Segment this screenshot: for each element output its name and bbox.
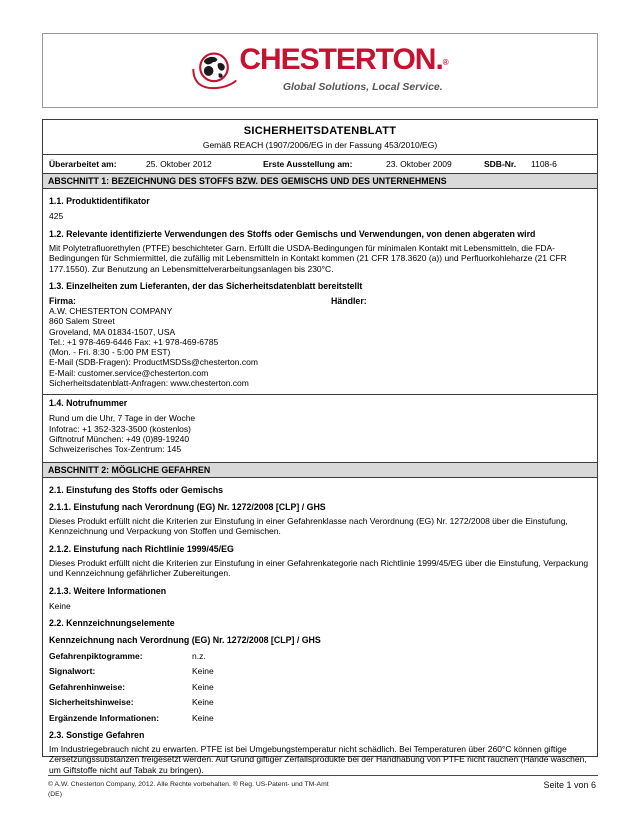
hazard-statements-label: Gefahrenhinweise:: [49, 681, 126, 692]
revised-date-value: 25. Oktober 2012: [146, 159, 212, 169]
section1-content: [43, 196, 597, 462]
haendler-label: Händler:: [331, 296, 367, 306]
pictograms-label: Gefahrenpiktogramme:: [49, 650, 143, 661]
section1-header-bar: ABSCHNITT 1: BEZEICHNUNG DES STOFFS BZW. DES GEMISCHS UND DES UNTERNEHMENS: [43, 173, 597, 189]
title-block: [43, 120, 597, 154]
first-issue-label: Erste Ausstellung am:: [263, 159, 353, 169]
brand-wordmark: CHESTERTON.®: [239, 42, 449, 76]
hazard-statements-value: Keine: [192, 681, 214, 692]
heading-1-4: 1.4. Notrufnummer: [49, 398, 128, 409]
revision-dates-row: [43, 154, 597, 173]
logo-text-column: [239, 44, 448, 93]
document-body-box: [42, 119, 598, 775]
heading-2-1-2: 2.1.2. Einstufung nach Richtlinie 1999/45/EG: [49, 543, 234, 554]
emergency-line-availability: Rund um die Uhr, 7 Tage in der Woche: [49, 413, 196, 424]
company-phone-fax: Tel.: +1 978-469-6446 Fax: +1 978-469-6785: [49, 336, 219, 347]
signal-word-value: Keine: [192, 666, 214, 677]
page-number: Seite 1 von 6: [543, 780, 596, 790]
copyright-line: © A.W. Chesterton Company, 2012. Alle Rechte vorbehalten. ® Reg. US-Patent- und TM-Amt: [48, 781, 329, 788]
company-email-sds: E-Mail (SDB-Fragen): ProductMSDSs@chesterton.com: [49, 357, 258, 368]
label-row-precautionary: [49, 697, 591, 707]
firma-label: Firma:: [49, 296, 76, 306]
pictograms-value: n.z.: [192, 650, 206, 661]
signal-word-label: Signalwort:: [49, 666, 96, 677]
emergency-number-block: [43, 394, 597, 461]
heading-2-1-3: 2.1.3. Weitere Informationen: [49, 585, 167, 596]
label-row-signal-word: [49, 666, 591, 676]
chesterton-logo: [191, 44, 448, 98]
revised-date-label: Überarbeitet am:: [49, 159, 117, 169]
directive-classification-text: Dieses Produkt erfüllt nicht die Kriterien zur Einstufung in einer Gefahrenkategorie nach Richtlinie 1999/45/EG über die Einstufung, Verpackung und Kennzeichnung gefährlicher Zubereitungen.: [49, 557, 589, 579]
globe-icon: [191, 46, 237, 98]
label-row-hazard-statements: [49, 682, 591, 692]
heading-2-3: 2.3. Sonstige Gefahren: [49, 729, 145, 740]
company-hours: (Mon. - Fri. 8:30 - 5:00 PM EST): [49, 347, 171, 358]
brand-tagline: Global Solutions, Local Service.: [282, 80, 443, 93]
first-issue-value: 23. Oktober 2009: [386, 159, 452, 169]
heading-2-1: 2.1. Einstufung des Stoffs oder Gemischs: [49, 484, 224, 495]
document-subtitle: Gemäß REACH (1907/2006/EG in der Fassung 453/2010/EG): [202, 140, 438, 150]
clp-classification-text: Dieses Produkt erfüllt nicht die Kriterien zur Einstufung in einer Gefahrenklasse nach Verordnung (EG) Nr. 1272/2008 über die Einstufung, Kennzeichnung und Verpackung von Stoffen und Gemischen.: [49, 515, 568, 537]
supplier-company-column: [49, 296, 331, 388]
identified-uses-text: Mit Polytetrafluorethylen (PTFE) beschichteter Garn. Erfüllt die USDA-Bedingungen für minimalen Kontakt mit Lebensmitteln, die FDA-Bedingungen für Schmiermittel, die zufällig mit Lebensmitteln in Kontakt kommen (21 CFR 178.3620 (a)) und Perfluorkohleharze (21 CFR 177.1550). Zur Benutzung an Lebensmittelverarbeitungsanlagen bis 230°C.: [49, 242, 567, 274]
footer-divider: [48, 775, 598, 776]
sds-number-value: 1108-6: [531, 159, 557, 169]
distributor-column: [331, 296, 591, 388]
company-street: 860 Salem Street: [49, 316, 115, 327]
emergency-line-swiss: Schweizerisches Tox-Zentrum: 145: [49, 444, 182, 455]
company-email-service: E-Mail: customer.service@chesterton.com: [49, 367, 209, 378]
heading-1-3: 1.3. Einzelheiten zum Lieferanten, der das Sicherheitsdatenblatt bereitstellt: [49, 281, 363, 291]
supplemental-value: Keine: [192, 712, 214, 723]
section2-content: [43, 485, 597, 776]
registered-mark: ®: [442, 57, 449, 67]
precautionary-value: Keine: [192, 697, 214, 708]
label-row-pictograms: [49, 651, 591, 661]
supplemental-label: Ergänzende Informationen:: [49, 712, 160, 723]
section2-header-bar: ABSCHNITT 2: MÖGLICHE GEFAHREN: [43, 462, 597, 478]
logo-box: [42, 33, 598, 108]
other-hazards-text: Im Industriegebrauch nicht zu erwarten. PTFE ist bei Umgebungstemperatur nicht schädlich. Bei Temperaturen über 260°C können giftige Zersetzungssubstanzen freigesetzt werden. Auf Grund giftiger Zerfallsprodukte bei der Handhabung von PTFE nicht rauchen (Hände waschen, um Giftstoffe nicht auf Tabak zu bringen).: [49, 743, 587, 775]
footer-copyright: [48, 780, 478, 799]
supplier-columns: [49, 296, 591, 388]
emergency-line-munich: Giftnotruf München: +49 (0)89-19240: [49, 434, 190, 445]
heading-1-2: 1.2. Relevante identifizierte Verwendungen des Stoffs oder Gemischs und Verwendungen, von denen abgeraten wird: [49, 228, 536, 239]
company-name: A.W. CHESTERTON COMPANY: [49, 306, 173, 316]
product-identifier-value: 425: [49, 211, 64, 221]
document-title: SICHERHEITSDATENBLATT: [243, 125, 397, 137]
company-city: Groveland, MA 01834-1507, USA: [49, 326, 176, 337]
heading-2-2-sub: Kennzeichnung nach Verordnung (EG) Nr. 1272/2008 [CLP] / GHS: [49, 635, 321, 646]
emergency-line-infotrac: Infotrac: +1 352-323-3500 (kostenlos): [49, 423, 191, 434]
further-info-value: Keine: [49, 600, 71, 611]
precautionary-label: Sicherheitshinweise:: [49, 697, 134, 708]
label-row-supplemental: [49, 713, 591, 723]
language-code: (DE): [48, 790, 62, 798]
heading-2-2: 2.2. Kennzeichnungselemente: [49, 618, 175, 629]
company-website: Sicherheitsdatenblatt-Anfragen: www.chesterton.com: [49, 378, 249, 389]
heading-1-1: 1.1. Produktidentifikator: [49, 196, 150, 206]
heading-2-1-1: 2.1.1. Einstufung nach Verordnung (EG) Nr. 1272/2008 [CLP] / GHS: [49, 501, 326, 512]
sds-number-label: SDB-Nr.: [484, 159, 517, 169]
